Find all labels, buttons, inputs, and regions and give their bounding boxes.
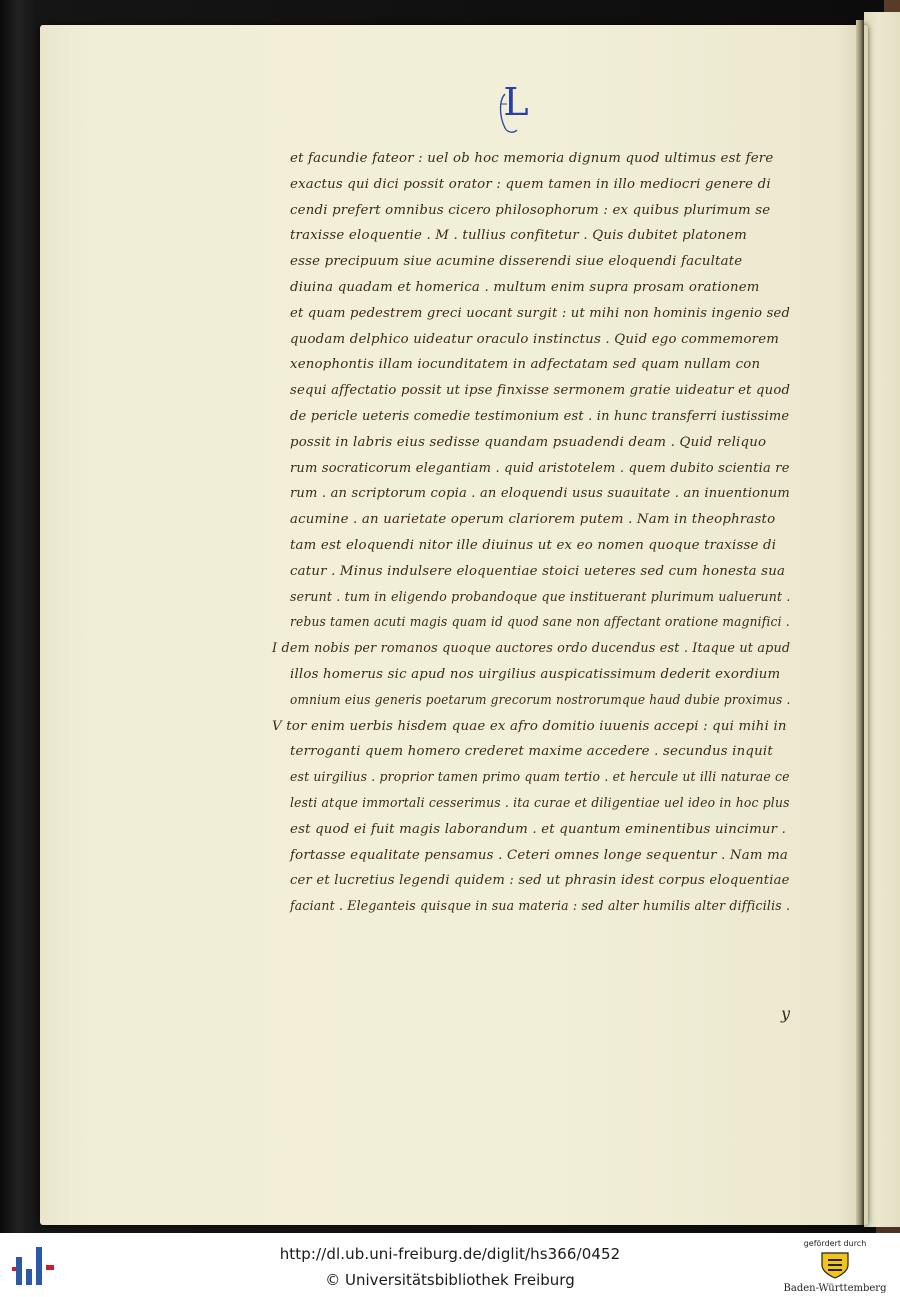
manuscript-line: illos homerus sic apud nos uirgilius auspicatissimum dederit exordium	[290, 666, 781, 682]
manuscript-line: sequi affectatio possit ut ipse finxisse sermonem gratie uideatur et quod	[290, 383, 791, 399]
manuscript-line: acumine . an uarietate operum clariorem putem . Nam in theophrasto	[290, 512, 776, 528]
manuscript-line: diuina quadam et homerica . multum enim supra prosam orationem	[290, 279, 760, 295]
manuscript-line: I dem nobis per romanos quoque auctores ordo ducendus est . Itaque ut apud	[272, 641, 791, 657]
viewer-footer	[0, 1233, 900, 1297]
sponsor-badge[interactable]	[776, 1237, 894, 1295]
manuscript-line: quodam delphico uideatur oraculo instinctus . Quid ego commemorem	[290, 331, 780, 347]
manuscript-line: faciant . Eleganteis quisque in sua materia : sed alter humilis alter difficilis .	[290, 899, 791, 915]
baden-wuerttemberg-shield-icon	[818, 1251, 852, 1279]
quire-mark: y	[781, 1004, 791, 1023]
manuscript-line: V tor enim uerbis hisdem quae ex afro domitio iuuenis accepi : qui mihi in	[272, 718, 787, 734]
manuscript-line: et quam pedestrem greci uocant surgit : ut mihi non hominis ingenio sed	[290, 305, 791, 321]
manuscript-line: est quod ei fuit magis laborandum . et quantum eminentibus uincimur .	[290, 821, 787, 837]
manuscript-line: traxisse eloquentie . M . tullius confitetur . Quis dubitet platonem	[290, 228, 747, 244]
manuscript-line: esse precipuum siue acumine disserendi siue eloquendi facultate	[290, 254, 743, 270]
manuscript-line: lesti atque immortali cesserimus . ita curae et diligentiae uel ideo in hoc plus	[290, 795, 790, 811]
manuscript-line: xenophontis illam iocunditatem in adfectatam sed quam nullam con	[290, 357, 761, 373]
permalink-url[interactable]: http://dl.ub.uni-freiburg.de/diglit/hs366/0452	[279, 1245, 621, 1263]
manuscript-line: omnium eius generis poetarum grecorum nostrorumque haud dubie proximus .	[290, 692, 791, 708]
manuscript-line: serunt . tum in eligendo probandoque que instituerant plurimum ualuerunt .	[290, 589, 791, 605]
manuscript-line: fortasse equalitate pensamus . Ceteri omnes longe sequentur . Nam ma	[290, 847, 789, 863]
manuscript-text	[272, 146, 791, 920]
manuscript-line: de pericle ueteris comedie testimonium est . in hunc transferri iustissime	[290, 408, 790, 424]
sponsor-name: Baden-Württemberg	[783, 1283, 887, 1294]
manuscript-line: rebus tamen acuti magis quam id quod sane non affectant oratione magnifici .	[290, 615, 790, 631]
manuscript-line: exactus qui dici possit orator : quem tamen in illo mediocri genere di	[290, 176, 771, 192]
manuscript-line: cendi prefert omnibus cicero philosophorum : ex quibus plurimum se	[290, 202, 771, 218]
manuscript-line: rum socraticorum elegantiam . quid aristotelem . quem dubito scientia re	[290, 460, 790, 476]
manuscript-line: rum . an scriptorum copia . an eloquendi usus suauitate . an inuentionum	[290, 486, 790, 502]
manuscript-line: et facundie fateor : uel ob hoc memoria dignum quod ultimus est fere	[290, 151, 774, 166]
manuscript-line: terroganti quem homero crederet maxime accedere . secundus inquit	[290, 744, 773, 760]
manuscript-line: tam est eloquendi nitor ille diuinus ut ex eo nomen quoque traxisse di	[290, 537, 777, 553]
sponsor-label: gefördert durch	[803, 1239, 867, 1248]
copyright-notice: © Universitätsbibliothek Freiburg	[325, 1271, 575, 1289]
manuscript-line: est uirgilius . proprior tamen primo quam tertio . et hercule ut illi naturae ce	[290, 770, 790, 786]
manuscript-line: cer et lucretius legendi quidem : sed ut phrasin idest corpus eloquentiae	[290, 873, 790, 889]
manuscript-line: possit in labris eius sedisse quandam psuadendi deam . Quid reliquo	[290, 434, 767, 450]
manuscript-line: catur . Minus indulsere eloquentiae stoici ueteres sed cum honesta sua	[290, 563, 786, 579]
facing-page-edge	[864, 12, 900, 1227]
page-gutter	[856, 20, 864, 1225]
decorated-initial: L	[503, 80, 529, 124]
